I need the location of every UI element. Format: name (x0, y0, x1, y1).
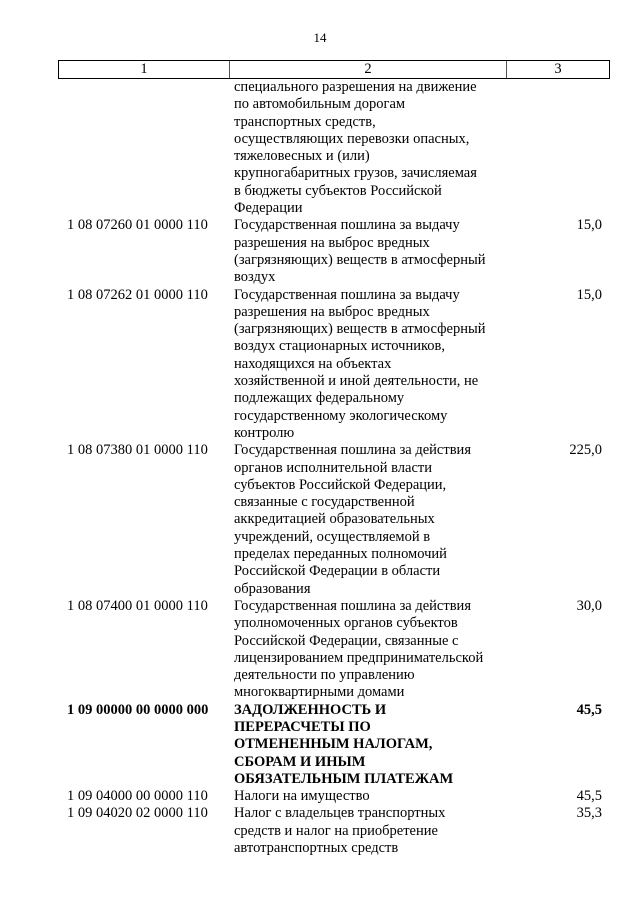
description-line: органов исполнительной власти (234, 459, 433, 476)
description (228, 598, 504, 702)
description-line: уполномоченных органов субъектов (234, 615, 458, 632)
description-line: средств и налог на приобретение (234, 822, 438, 839)
description-line: Российской Федерации, связанные с (234, 632, 459, 649)
description-line: Государственная пошлина за выдачу (234, 217, 460, 234)
description-line: пределах переданных полномочий (234, 546, 447, 563)
description-line: аккредитацией образовательных (234, 511, 435, 528)
budget-code (58, 79, 228, 217)
description-line: подлежащих федеральному (234, 390, 405, 407)
table-body (58, 79, 610, 857)
description-line: образования (234, 580, 311, 597)
description (228, 79, 504, 217)
description (228, 702, 504, 788)
description (228, 788, 504, 805)
amount: 30,0 (576, 597, 602, 614)
amount: 15,0 (576, 217, 602, 234)
page-number: 14 (313, 30, 327, 45)
table-row (58, 598, 610, 702)
description-line: ПЕРЕРАСЧЕТЫ ПО (234, 718, 371, 735)
table-row (58, 79, 610, 217)
description-line: Налог с владельцев транспортных (234, 805, 446, 822)
table-row (58, 442, 610, 598)
description-line: разрешения на выброс вредных (234, 234, 430, 251)
description-line: ЗАДОЛЖЕННОСТЬ И (234, 701, 387, 718)
description-line: в бюджеты субъектов Российской (234, 182, 442, 199)
amount: 225,0 (569, 442, 602, 459)
table-row (58, 788, 610, 805)
description-line: Налоги на имущество (234, 788, 370, 805)
description-line: Государственная пошлина за действия (234, 597, 471, 614)
description-line: воздух (234, 269, 276, 286)
description-line: субъектов Российской Федерации, (234, 476, 447, 493)
table-row (58, 287, 610, 443)
description-line: воздух стационарных источников, (234, 338, 446, 355)
budget-code: 1 08 07400 01 0000 110 (67, 597, 208, 614)
description-line: крупногабаритных грузов, зачисляемая (234, 165, 477, 182)
description-line: тяжеловесных и (или) (234, 148, 370, 165)
budget-code: 1 08 07262 01 0000 110 (67, 286, 208, 303)
description (228, 287, 504, 443)
description (228, 805, 504, 857)
description-line: Государственная пошлина за действия (234, 442, 471, 459)
budget-code: 1 09 04020 02 0000 110 (67, 805, 208, 822)
table-header (58, 60, 610, 79)
description-line: по автомобильным дорогам (234, 96, 406, 113)
description-line: Государственная пошлина за выдачу (234, 286, 460, 303)
description-line: (загрязняющих) веществ в атмосферный (234, 321, 486, 338)
description-line: находящихся на объектах (234, 355, 392, 372)
description-line: деятельности по управлению (234, 667, 415, 684)
description-line: специального разрешения на движение (234, 79, 477, 95)
description-line: учреждений, осуществляемой в (234, 528, 431, 545)
description-line: СБОРАМ И ИНЫМ (234, 753, 366, 770)
description-line: автотранспортных средств (234, 840, 399, 857)
budget-code: 1 09 00000 00 0000 000 (67, 701, 209, 718)
description-line: Федерации (234, 200, 303, 217)
description (228, 442, 504, 598)
amount: 15,0 (576, 286, 602, 303)
description-line: Российской Федерации в области (234, 563, 441, 580)
description-line: ОТМЕНЕННЫМ НАЛОГАМ, (234, 736, 433, 753)
header-col-2: 2 (230, 61, 507, 78)
description-line: транспортных средств, (234, 113, 376, 130)
description-line: ОБЯЗАТЕЛЬНЫМ ПЛАТЕЖАМ (234, 770, 454, 787)
budget-code: 1 08 07260 01 0000 110 (67, 217, 208, 234)
description-line: хозяйственной и иной деятельности, не (234, 373, 479, 390)
header-col-3: 3 (554, 61, 562, 77)
description-line: разрешения на выброс вредных (234, 303, 430, 320)
table-row (58, 805, 610, 857)
description-line: государственному экологическому (234, 407, 448, 424)
amount: 35,3 (576, 805, 602, 822)
table-row (58, 702, 610, 788)
amount: 45,5 (576, 788, 602, 805)
description-line: (загрязняющих) веществ в атмосферный (234, 251, 486, 268)
budget-code: 1 09 04000 00 0000 110 (67, 788, 208, 805)
table-row (58, 217, 610, 286)
description-line: осуществляющих перевозки опасных, (234, 130, 470, 147)
budget-code: 1 08 07380 01 0000 110 (67, 442, 208, 459)
description (228, 217, 504, 286)
description-line: связанные с государственной (234, 494, 415, 511)
description-line: лицензированием предпринимательской (234, 649, 484, 666)
description-line: многоквартирными домами (234, 684, 405, 701)
amount: 45,5 (576, 701, 602, 718)
amount (504, 79, 610, 217)
header-col-1: 1 (59, 61, 230, 78)
description-line: контролю (234, 424, 295, 441)
